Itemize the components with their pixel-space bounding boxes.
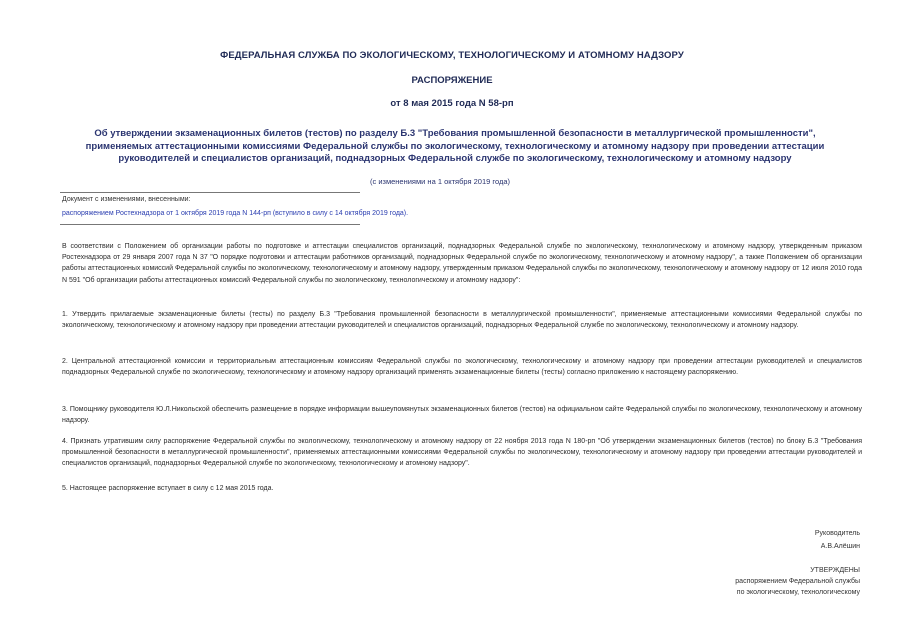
divider-top	[60, 192, 360, 193]
approval-label: УТВЕРЖДЕНЫ	[810, 567, 860, 574]
paragraph-4: 4. Признать утратившим силу распоряжение Федеральной службы по экологическому, технологическому и атомному надзору от 22 ноября 2013 года N 180-рп "Об утверждении экзаменационных билетов (тестов) по блоку Б.3 "Требования промышленной безопасности в металлургической промышленности", применяемых аттестационными комиссиями Федеральной службы по экологическому, технологическому и атомному надзору при проведении аттестации руководителей и специалистов организаций, поднадзорных Федеральной службе по экологическому, технологическому и атомному надзору".	[62, 438, 862, 468]
agency-heading: ФЕДЕРАЛЬНАЯ СЛУЖБА ПО ЭКОЛОГИЧЕСКОМУ, ТЕХНОЛОГИЧЕСКОМУ И АТОМНОМУ НАДЗОРУ	[220, 50, 684, 61]
signer-position: Руководитель	[814, 530, 860, 537]
paragraph-2: 2. Центральной аттестационной комиссии и территориальным аттестационным комиссиям Федеральной службы по экологическому, технологическому и атомному надзору при проведении аттестации руководителей и специалистов поднадзорных Федеральной службе по экологическому, технологическому и атомному надзору организаций применять экзаменационные билеты (тесты) согласно приложению к настоящему распоряжению.	[62, 358, 862, 377]
edition-note: (с изменениями на 1 октября 2019 года)	[370, 177, 511, 186]
changes-note: Документ с изменениями, внесенными:	[62, 196, 191, 203]
signer-name: А.В.Алёшин	[820, 543, 860, 550]
divider-bottom	[60, 224, 360, 225]
paragraph-1: 1. Утвердить прилагаемые экзаменационные билеты (тесты) по разделу Б.3 "Требования промышленной безопасности в металлургической промышленности", применяемые аттестационными комиссиями Федеральной службы по экологическому, технологическому и атомному надзору при проведении аттестации руководителей и специалистов организаций, поднадзорных Федеральной службе по экологическому, технологическому и атомному надзору.	[62, 311, 862, 330]
approval-block	[735, 565, 860, 598]
document-title: Об утверждении экзаменационных билетов (тестов) по разделу Б.3 "Требования промышленной безопасности в металлургической промышленности", применяемых аттестационными комиссиями Федеральной службы по экологическому, технологическому и атомному надзору при проведении аттестации руководителей и специалистов организаций, поднадзорных Федеральной службе по экологическому, технологическому и атомному надзору	[85, 128, 825, 164]
changes-link[interactable]: распоряжением Ростехнадзора от 1 октября 2019 года N 144-рп (вступило в силу с 14 октября 2019 года).	[62, 210, 409, 217]
doc-type-heading: РАСПОРЯЖЕНИЕ	[411, 75, 493, 86]
preamble-paragraph: В соответствии с Положением об организации работы по подготовке и аттестации специалистов организаций, поднадзорных Федеральной службе по экологическому, технологическому и атомному надзору, утвержденным приказом Ростехнадзора от 29 января 2007 года N 37 "О порядке подготовки и аттестации работников организаций, поднадзорных Федеральной службе по экологическому, технологическому и атомному надзору", а также Положением об организации работы аттестационных комиссий Федеральной службы по экологическому, технологическому и атомному надзору, утвержденным приказом Федеральной службы по экологическому, технологическому и атомному надзору от 12 июля 2010 года N 591 "Об организации работы аттестационных комиссий Федеральной службы по экологическому, технологическому и атомному надзору":	[62, 243, 862, 284]
date-number-heading: от 8 мая 2015 года N 58-рп	[390, 98, 514, 109]
paragraph-3: 3. Помощнику руководителя Ю.Л.Никольской обеспечить размещение в порядке информации вышеупомянутых экзаменационных билетов (тестов) на официальном сайте Федеральной службы по экологическому, технологическому и атомному надзору.	[62, 406, 862, 425]
paragraph-5: 5. Настоящее распоряжение вступает в силу с 12 мая 2015 года.	[62, 485, 274, 492]
approval-line-1: распоряжением Федеральной службы	[735, 578, 860, 585]
approval-line-2: по экологическому, технологическому	[736, 589, 860, 596]
